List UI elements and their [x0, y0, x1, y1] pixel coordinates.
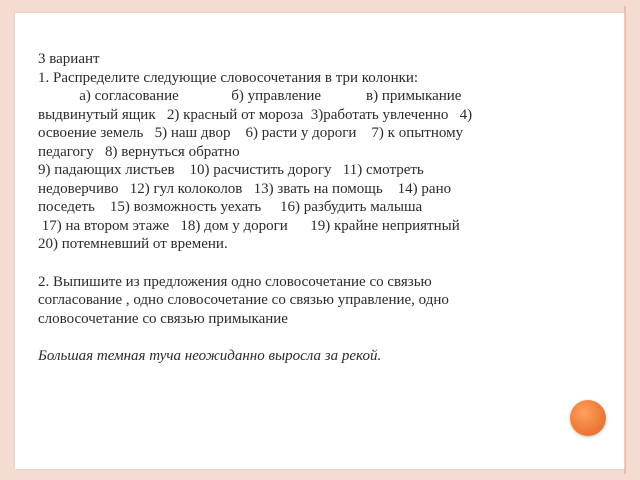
- slide-edge-line: [624, 6, 626, 474]
- orange-circle-decoration: [570, 400, 606, 436]
- spacer: [38, 328, 558, 347]
- item-line: освоение земель 5) наш двор 6) расти у дороги 7) к опытному: [38, 125, 464, 141]
- columns-line: а) согласование б) управление в) примыкание: [38, 88, 462, 104]
- item-line: 20) потемневший от времени.: [38, 236, 228, 252]
- item-line: выдвинутый ящик 2) красный от мороза 3)работать увлеченно 4): [38, 106, 473, 123]
- task2-line: словосочетание со связью примыкание: [38, 310, 288, 327]
- item-line: 9) падающих листьев 10) расчистить дорогу 11) смотреть: [38, 162, 424, 178]
- spacer: [38, 254, 558, 273]
- task2-line: согласование , одно словосочетание со связью управление, одно: [38, 292, 449, 308]
- task2-line: 2. Выпишите из предложения одно словосочетание со связью: [38, 273, 432, 290]
- item-line: недоверчиво 12) гул колоколов 13) звать на помощь 14) рано: [38, 180, 452, 197]
- item-line: педагогу 8) вернуться обратно: [38, 143, 240, 160]
- slide-content: [38, 50, 558, 366]
- task1-heading: 1. Распределите следующие словосочетания в три колонки:: [38, 69, 419, 86]
- item-line: поседеть 15) возможность уехать 16) разбудить малыша: [38, 199, 423, 215]
- variant-label: 3 вариант: [38, 51, 100, 67]
- item-line: 17) на втором этаже 18) дом у дороги 19) крайне неприятный: [38, 217, 460, 234]
- example-sentence: Большая темная туча неожиданно выросла за рекой.: [38, 348, 382, 364]
